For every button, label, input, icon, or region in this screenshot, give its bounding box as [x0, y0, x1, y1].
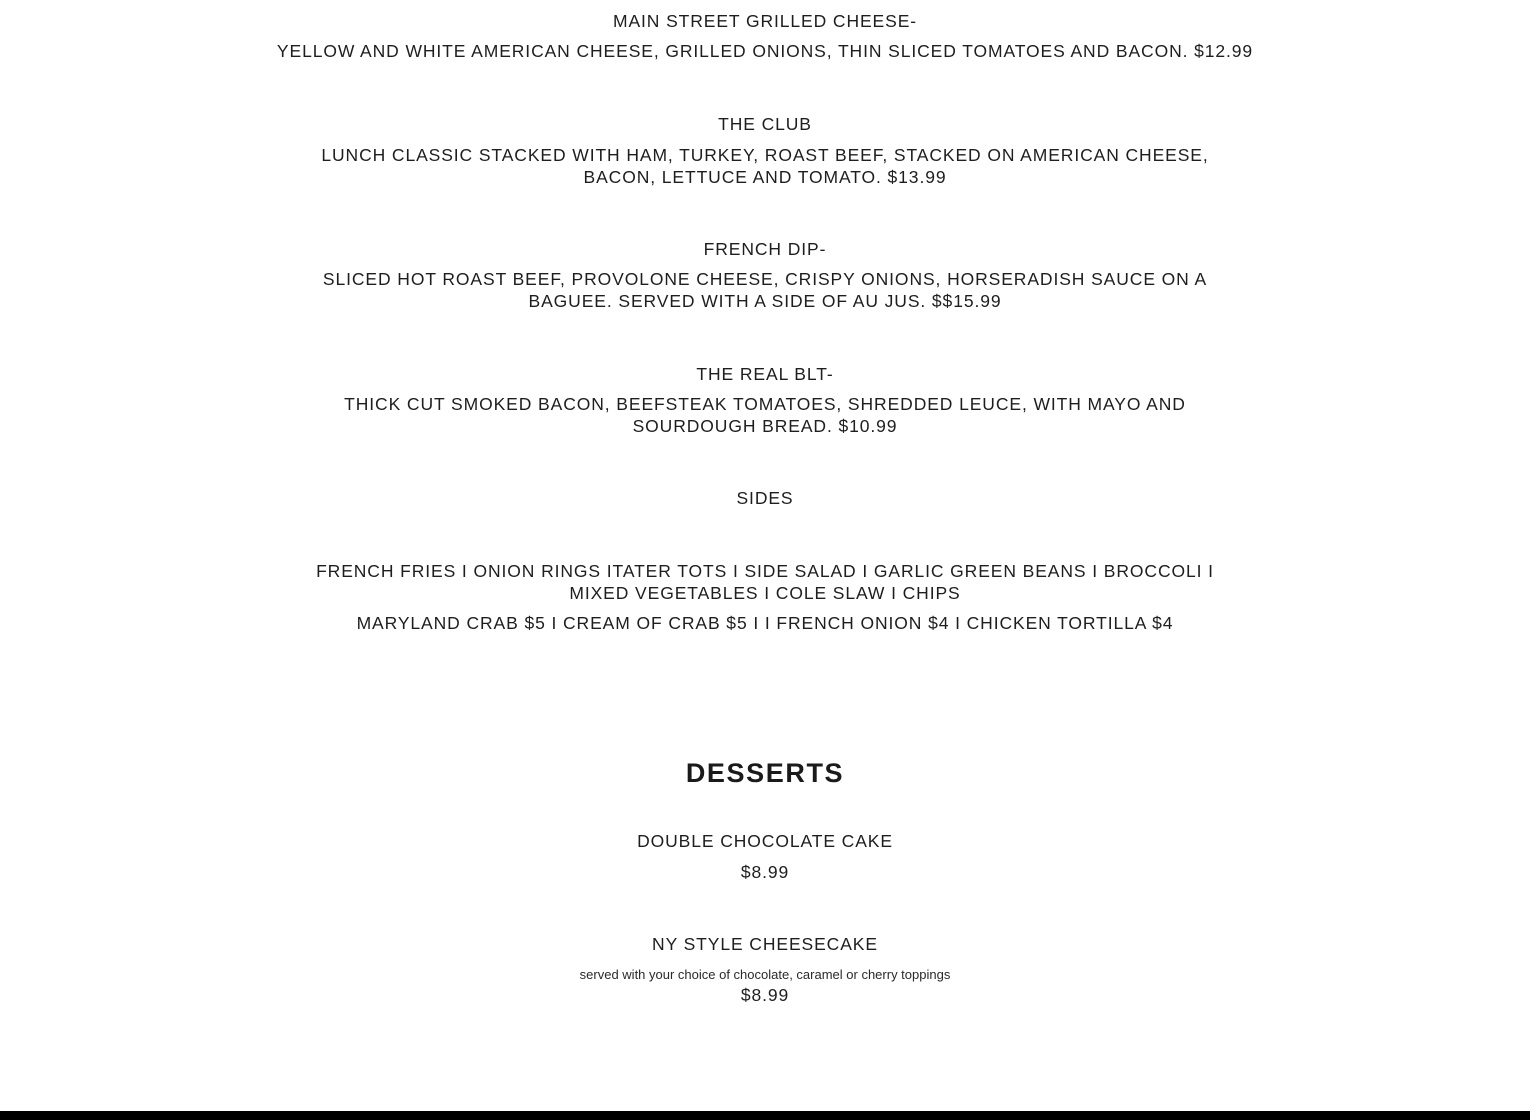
sides-list: FRENCH FRIES I ONION RINGS ITATER TOTS I SIDE SALAD I GARLIC GREEN BEANS I BROCCOLI I MIXED VEGETABLES I COLE SLAW I CHIPS: [316, 561, 1214, 603]
menu-item-title: FRENCH DIP-: [703, 239, 827, 259]
dessert-title: NY STYLE CHEESECAKE: [652, 934, 878, 954]
dessert-price: $8.99: [740, 862, 790, 882]
desserts-heading: DESSERTS: [685, 758, 845, 788]
menu-item-description: SLICED HOT ROAST BEEF, PROVOLONE CHEESE, CRISPY ONIONS, HORSERADISH SAUCE ON A BAGUEE. SERVED WITH A SIDE OF AU JUS. $$15.99: [322, 269, 1208, 311]
menu-item-description: YELLOW AND WHITE AMERICAN CHEESE, GRILLED ONIONS, THIN SLICED TOMATOES AND BACON. $12.99: [276, 41, 1254, 61]
menu-item-description: THICK CUT SMOKED BACON, BEEFSTEAK TOMATOES, SHREDDED LEUCE, WITH MAYO AND SOURDOUGH BREAD. $10.99: [344, 394, 1186, 436]
sides-title: SIDES: [736, 488, 794, 508]
menu-item-title: MAIN STREET GRILLED CHEESE-: [612, 11, 918, 31]
footer-bar: [0, 1111, 1530, 1120]
menu-item-description: LUNCH CLASSIC STACKED WITH HAM, TURKEY, ROAST BEEF, STACKED ON AMERICAN CHEESE, BACON, LETTUCE AND TOMATO. $13.99: [321, 145, 1209, 187]
dessert-price: $8.99: [740, 985, 790, 1005]
dessert-note: served with your choice of chocolate, caramel or cherry toppings: [579, 967, 951, 982]
menu-item-title: THE REAL BLT-: [696, 364, 834, 384]
menu-item-title: THE CLUB: [718, 114, 812, 134]
dessert-title: DOUBLE CHOCOLATE CAKE: [637, 831, 893, 851]
soups-list: MARYLAND CRAB $5 I CREAM OF CRAB $5 I I FRENCH ONION $4 I CHICKEN TORTILLA $4: [356, 613, 1174, 633]
